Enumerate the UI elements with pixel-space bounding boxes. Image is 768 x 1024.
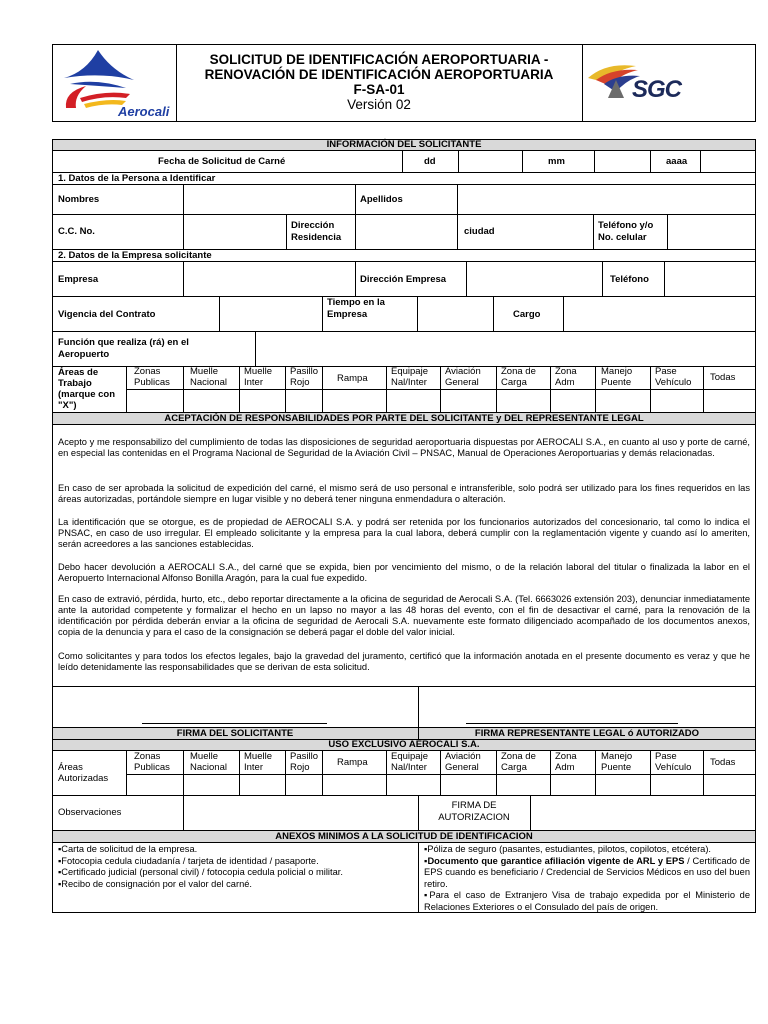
zone-checkbox[interactable]	[323, 390, 385, 411]
areas-autorizadas-label-2: Autorizadas	[58, 773, 109, 784]
zone-header: Zona de Carga	[501, 751, 536, 773]
zone-checkbox[interactable]	[551, 390, 594, 411]
areas-trabajo-label-1: Áreas de	[58, 367, 99, 378]
zone-checkbox[interactable]	[286, 390, 321, 411]
direccion-label-1: Dirección	[291, 220, 335, 231]
zone-header: Zonas Publicas	[134, 751, 170, 773]
zone-header: Muelle Nacional	[190, 366, 227, 388]
funcion-label-2: Aeropuerto	[58, 349, 110, 360]
list-item: ▪Póliza de seguro (pasantes, estudiantes, pilotos, copilotos, etcétera).	[424, 844, 712, 854]
form-title-line2: RENOVACIÓN DE IDENTIFICACIÓN AEROPORTUARIA	[204, 67, 554, 82]
authorized-zone-checkbox[interactable]	[323, 775, 385, 794]
direccion-field[interactable]	[356, 215, 456, 248]
acceptance-paragraph-5: En caso de extravió, pérdida, hurto, etc., debo reportar directamente a la oficina de seguridad de Aerocali S.A. (Tel. 6663026 extensión 203), denunciar inmediatamente ante la autoridad competente y formalizar el hecho en un lapso no mayor a las 48 horas del evento, con el fin de desactivar el carné, para la renovación de la identificación por pérdida deberán enviar a la oficina de seguridad de Aerocali S.A. nuevamente este formato diligenciado acompañado de los documentos anexos, copia de la denuncia y para el caso de la consignación se deberá pagar el doble del valor inicial.	[58, 594, 750, 637]
header-divider-right	[582, 44, 583, 122]
zone-header: Aviación General	[445, 366, 481, 388]
direccion-empresa-label: Dirección Empresa	[360, 274, 447, 285]
authorized-zone-checkbox[interactable]	[551, 775, 594, 794]
annexes-right-list	[424, 844, 750, 913]
annexes-title: ANEXOS MINIMOS A LA SOLICITUD DE IDENTIFICACION	[275, 831, 533, 842]
tiempo-field[interactable]	[418, 297, 492, 330]
date-aaaa-field[interactable]	[701, 151, 755, 171]
observaciones-field[interactable]	[184, 796, 417, 829]
cargo-field[interactable]	[564, 297, 755, 330]
areas-trabajo-label-2: Trabajo	[58, 378, 92, 389]
funcion-label-1: Función que realiza (rá) en el	[58, 337, 189, 348]
zone-header: Todas	[710, 757, 736, 768]
list-item: ▪Para el caso de Extranjero Visa de trabajo expedida por el Ministerio de Relaciones Exteriores o el Consulado del país de origen.	[424, 890, 751, 912]
areas-trabajo-label-3: (marque con	[58, 389, 116, 400]
authorized-zone-checkbox[interactable]	[497, 775, 549, 794]
firma-autorizacion-label-1: FIRMA DE	[451, 800, 497, 811]
telefono-field[interactable]	[668, 215, 755, 248]
telefono-label-2: No. celular	[598, 232, 647, 243]
zone-header: Zona de Carga	[501, 366, 536, 388]
observaciones-label: Observaciones	[58, 807, 122, 818]
empresa-field[interactable]	[184, 262, 354, 295]
zone-header: Pasillo Rojo	[290, 751, 318, 773]
zone-checkbox[interactable]	[127, 390, 182, 411]
zone-checkbox[interactable]	[651, 390, 702, 411]
zone-header: Manejo Puente	[601, 751, 633, 773]
zone-checkbox[interactable]	[387, 390, 439, 411]
apellidos-field[interactable]	[458, 185, 755, 213]
zone-header: Muelle Nacional	[190, 751, 227, 773]
funcion-field[interactable]	[256, 332, 755, 365]
apellidos-label: Apellidos	[360, 194, 403, 205]
list-item: ▪Certificado judicial (personal civil) / fotocopia cedula policial o militar.	[58, 867, 343, 877]
sgc-logo-text: SGC	[632, 76, 682, 103]
company-data-title: 2. Datos de la Empresa solicitante	[58, 250, 212, 261]
exclusive-use-title: USO EXCLUSIVO AEROCALI S.A.	[328, 739, 480, 750]
applicant-signature-label: FIRMA DEL SOLICITANTE	[176, 728, 294, 739]
date-label: Fecha de Solicitud de Carné	[158, 156, 286, 167]
zone-header: Muelle Inter	[244, 366, 272, 388]
acceptance-paragraph-1: Acepto y me responsabilizo del cumplimiento de todas las disposiciones de seguridad aeroportuaria dispuestas por AEROCALI S.A., en cuanto al uso y porte de carné, en especial las contenidas en el Programa Nacional de Seguridad de la Aviación Civil – PNSAC, Manual de Operaciones Aeroportuarias y demás relacionadas.	[58, 437, 750, 458]
acceptance-title: ACEPTACIÓN DE RESPONSABILIDADES POR PARTE DEL SOLICITANTE y DEL REPRESENTANTE LEGAL	[164, 413, 644, 424]
authorized-zone-checkbox[interactable]	[704, 775, 755, 794]
authorized-zone-checkbox[interactable]	[127, 775, 182, 794]
vigencia-label: Vigencia del Contrato	[58, 309, 156, 320]
applicant-section-title: INFORMACIÓN DEL SOLICITANTE	[326, 139, 482, 150]
form-title-line1: SOLICITUD DE IDENTIFICACIÓN AEROPORTUARIA -	[209, 52, 549, 67]
authorized-zone-checkbox[interactable]	[651, 775, 702, 794]
authorized-zone-checkbox[interactable]	[240, 775, 284, 794]
zone-header: Rampa	[337, 373, 368, 384]
list-item: ▪Recibo de consignación por el valor del carné.	[58, 878, 252, 889]
zone-header: Muelle Inter	[244, 751, 272, 773]
person-data-title: 1. Datos de la Persona a Identificar	[58, 173, 216, 184]
nombres-field[interactable]	[184, 185, 354, 213]
form-version: Versión 02	[347, 97, 411, 112]
ciudad-field[interactable]	[500, 215, 592, 248]
authorized-zone-checkbox[interactable]	[441, 775, 495, 794]
areas-autorizadas-label-1: Áreas	[58, 762, 83, 773]
zone-header: Zona Adm	[555, 366, 577, 388]
aerocali-logo-text: Aerocali	[118, 104, 170, 119]
acceptance-paragraph-4: Debo hacer devolución a AEROCALI S.A., del carné que se expida, bien por vencimiento del mismo, o de la relación laboral del titular o finalizada la labor en el Aeropuerto Internacional Alfonso Bonilla Aragón, para la cual fue expedido.	[58, 562, 750, 583]
zone-header: Manejo Puente	[601, 366, 633, 388]
zone-header: Pase Vehículo	[655, 366, 692, 388]
tiempo-label-1: Tiempo en la	[327, 297, 385, 308]
cargo-label: Cargo	[513, 309, 541, 320]
zone-checkbox[interactable]	[497, 390, 549, 411]
zone-header: Equipaje Nal/Inter	[391, 366, 428, 388]
authorized-zone-checkbox[interactable]	[184, 775, 238, 794]
vigencia-field[interactable]	[220, 297, 321, 330]
date-mm-field[interactable]	[595, 151, 649, 171]
tiempo-label-2: Empresa	[327, 309, 368, 320]
direccion-empresa-field[interactable]	[467, 262, 601, 295]
zone-checkbox[interactable]	[240, 390, 284, 411]
zone-checkbox[interactable]	[596, 390, 649, 411]
date-aaaa-label: aaaa	[666, 156, 688, 167]
zone-header: Todas	[710, 372, 736, 383]
cc-label: C.C. No.	[58, 226, 95, 237]
authorized-zone-checkbox[interactable]	[286, 775, 321, 794]
zone-header: Rampa	[337, 757, 368, 768]
firma-autorizacion-field[interactable]	[531, 796, 755, 829]
authorized-zone-checkbox[interactable]	[387, 775, 439, 794]
date-dd-field[interactable]	[459, 151, 521, 171]
zone-header: Pase Vehículo	[655, 751, 692, 773]
telefono-label-1: Teléfono y/o	[598, 220, 654, 231]
legal-signature-label: FIRMA REPRESENTANTE LEGAL ó AUTORIZADO	[474, 728, 700, 739]
date-dd-label: dd	[424, 156, 436, 167]
telefono-empresa-field[interactable]	[665, 262, 755, 295]
telefono-empresa-label: Teléfono	[610, 274, 649, 285]
applicant-signature-area[interactable]	[53, 687, 417, 726]
zone-checkbox[interactable]	[441, 390, 495, 411]
acceptance-paragraph-2: En caso de ser aprobada la solicitud de expedición del carné, el mismo será de uso personal e intransferible, solo podrá ser utilizado para los fines requeridos en las áreas autorizadas, portándole siempre en lugar visible y no deberá tener ninguna enmendadura o alteración.	[58, 483, 750, 504]
zone-header: Zonas Publicas	[134, 366, 170, 388]
form-code: F-SA-01	[353, 82, 405, 97]
nombres-label: Nombres	[58, 194, 100, 205]
date-mm-label: mm	[548, 156, 565, 167]
list-item: ▪Documento que garantice afiliación vigente de ARL y EPS / Certificado de EPS cuando es beneficiario / Credencial de Servicios Médicos en uso del buen retiro.	[424, 855, 750, 889]
zone-header: Pasillo Rojo	[290, 366, 318, 388]
authorized-zone-checkbox[interactable]	[596, 775, 649, 794]
direccion-label-2: Residencia	[291, 232, 342, 243]
zone-checkbox[interactable]	[184, 390, 238, 411]
empresa-label: Empresa	[58, 274, 99, 285]
zone-header: Equipaje Nal/Inter	[391, 751, 428, 773]
ciudad-label: ciudad	[464, 226, 495, 237]
zone-header: Zona Adm	[555, 751, 577, 773]
areas-trabajo-label-4: "X")	[58, 400, 77, 411]
annexes-left-list	[58, 844, 414, 890]
cc-field[interactable]	[184, 215, 285, 248]
list-item: ▪Fotocopia cedula ciudadanía / tarjeta de identidad / pasaporte.	[58, 855, 319, 866]
acceptance-paragraph-3: La identificación que se otorgue, es de propiedad de AEROCALI S.A. y podrá ser retenida por los funcionarios autorizados del concesionario, tal como lo indica el PNSAC, en caso de uso irregular. El empleado solicitante y la empresa para la cual labora, deberá cumplir con la reglamentación vigente y cuando así lo ameriten, serán acreedores a las sanciones establecidas.	[58, 517, 750, 549]
zone-header: Aviación General	[445, 751, 481, 773]
acceptance-paragraph-6: Como solicitantes y para todos los efectos legales, bajo la gravedad del juramento, certificó que la información anotada en el presente documento es veraz y que he leído detenidamente las responsabilidades que se derivan de esta solicitud.	[58, 651, 750, 672]
zone-checkbox[interactable]	[704, 390, 755, 411]
list-item: ▪Carta de solicitud de la empresa.	[58, 844, 198, 854]
firma-autorizacion-label-2: AUTORIZACION	[438, 812, 510, 823]
legal-signature-area[interactable]	[419, 687, 755, 726]
